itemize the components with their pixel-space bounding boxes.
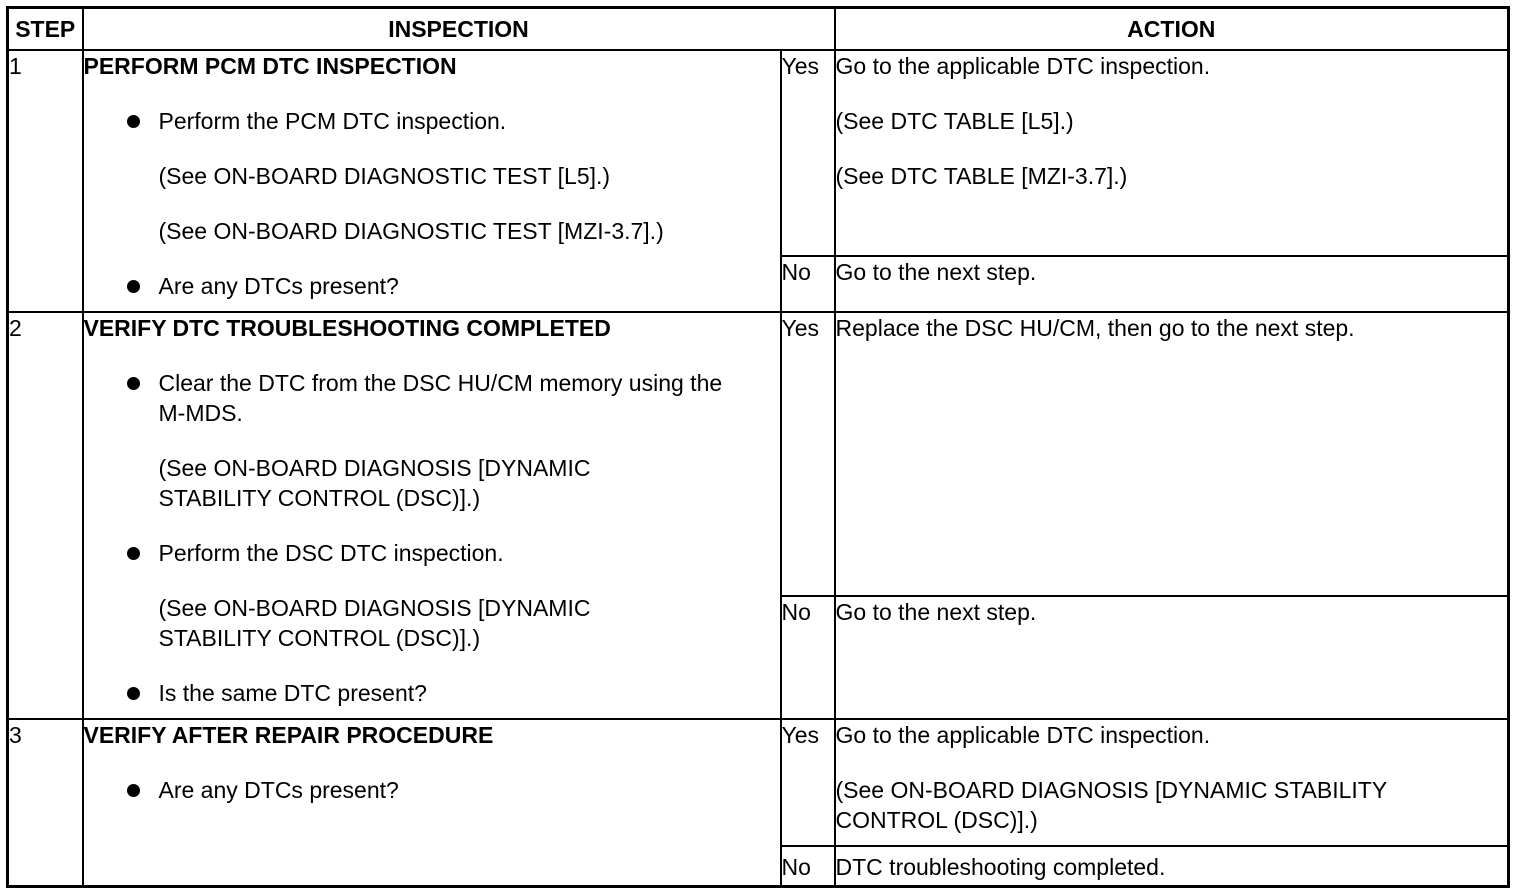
action-text: Replace the DSC HU/CM, then go to the next step. xyxy=(835,315,1355,341)
yes-action-cell xyxy=(835,719,1509,846)
inspection-title: VERIFY AFTER REPAIR PROCEDURE xyxy=(83,722,494,748)
bullet-text: Are any DTCs present? xyxy=(158,273,399,299)
no-action-cell xyxy=(835,846,1509,886)
inspection-cell xyxy=(83,312,781,719)
bullet-icon xyxy=(127,115,140,128)
bullet-icon xyxy=(127,377,140,390)
reference-text: (See ON-BOARD DIAGNOSTIC TEST [L5].) xyxy=(158,163,611,189)
bullet-icon xyxy=(127,687,140,700)
no-label: No xyxy=(781,256,835,312)
bullet-item xyxy=(84,678,780,708)
yes-label: Yes xyxy=(781,312,835,596)
bullet-text: Perform the PCM DTC inspection. xyxy=(158,108,507,134)
inspection-cell xyxy=(83,719,781,886)
table-row-step-3-yes xyxy=(8,719,1509,846)
inspection-title: PERFORM PCM DTC INSPECTION xyxy=(83,53,457,79)
bullet-icon xyxy=(127,547,140,560)
bullet-item xyxy=(84,106,780,136)
bullet-item xyxy=(84,368,739,428)
table-row-step-1-yes xyxy=(8,50,1509,256)
step-number: 3 xyxy=(8,719,83,886)
yes-label: Yes xyxy=(781,719,835,846)
step-number: 1 xyxy=(8,50,83,312)
action-text: (See DTC TABLE [L5].) xyxy=(835,108,1074,134)
bullet-icon xyxy=(127,280,140,293)
action-text: Go to the applicable DTC inspection. xyxy=(835,53,1211,79)
yes-action-cell xyxy=(835,50,1509,256)
bullet-text: Perform the DSC DTC inspection. xyxy=(158,540,504,566)
table-row-step-2-yes xyxy=(8,312,1509,596)
bullet-icon xyxy=(127,784,140,797)
action-text: Go to the applicable DTC inspection. xyxy=(835,722,1211,748)
inspection-cell xyxy=(83,50,781,312)
inspection-title: VERIFY DTC TROUBLESHOOTING COMPLETED xyxy=(83,315,611,341)
no-action-cell xyxy=(835,256,1509,312)
yes-action-cell xyxy=(835,312,1509,596)
no-label: No xyxy=(781,596,835,719)
inspection-column-header: INSPECTION xyxy=(83,8,835,51)
action-text: Go to the next step. xyxy=(835,259,1037,285)
action-column-header: ACTION xyxy=(835,8,1509,51)
bullet-text: Is the same DTC present? xyxy=(158,680,427,706)
diagnostic-procedure-table xyxy=(6,6,1510,888)
yes-label: Yes xyxy=(781,50,835,256)
reference-text: (See ON-BOARD DIAGNOSTIC TEST [MZI-3.7].) xyxy=(158,218,664,244)
bullet-text: Clear the DTC from the DSC HU/CM memory using the M-MDS. xyxy=(158,370,723,426)
bullet-text: Are any DTCs present? xyxy=(158,777,399,803)
no-action-cell xyxy=(835,596,1509,719)
bullet-item xyxy=(84,538,780,568)
reference-text: (See ON-BOARD DIAGNOSIS [DYNAMIC STABILITY CONTROL (DSC)].) xyxy=(158,595,591,651)
reference-text: (See ON-BOARD DIAGNOSIS [DYNAMIC STABILITY CONTROL (DSC)].) xyxy=(158,455,591,511)
bullet-item xyxy=(84,775,780,805)
action-text: (See DTC TABLE [MZI-3.7].) xyxy=(835,163,1128,189)
step-column-header: STEP xyxy=(8,8,83,51)
bullet-item xyxy=(84,271,780,301)
no-label: No xyxy=(781,846,835,886)
step-number: 2 xyxy=(8,312,83,719)
action-text: DTC troubleshooting completed. xyxy=(835,854,1166,880)
action-text: Go to the next step. xyxy=(835,599,1037,625)
table-header-row xyxy=(8,8,1509,51)
action-text: (See ON-BOARD DIAGNOSIS [DYNAMIC STABILITY CONTROL (DSC)].) xyxy=(835,777,1387,833)
